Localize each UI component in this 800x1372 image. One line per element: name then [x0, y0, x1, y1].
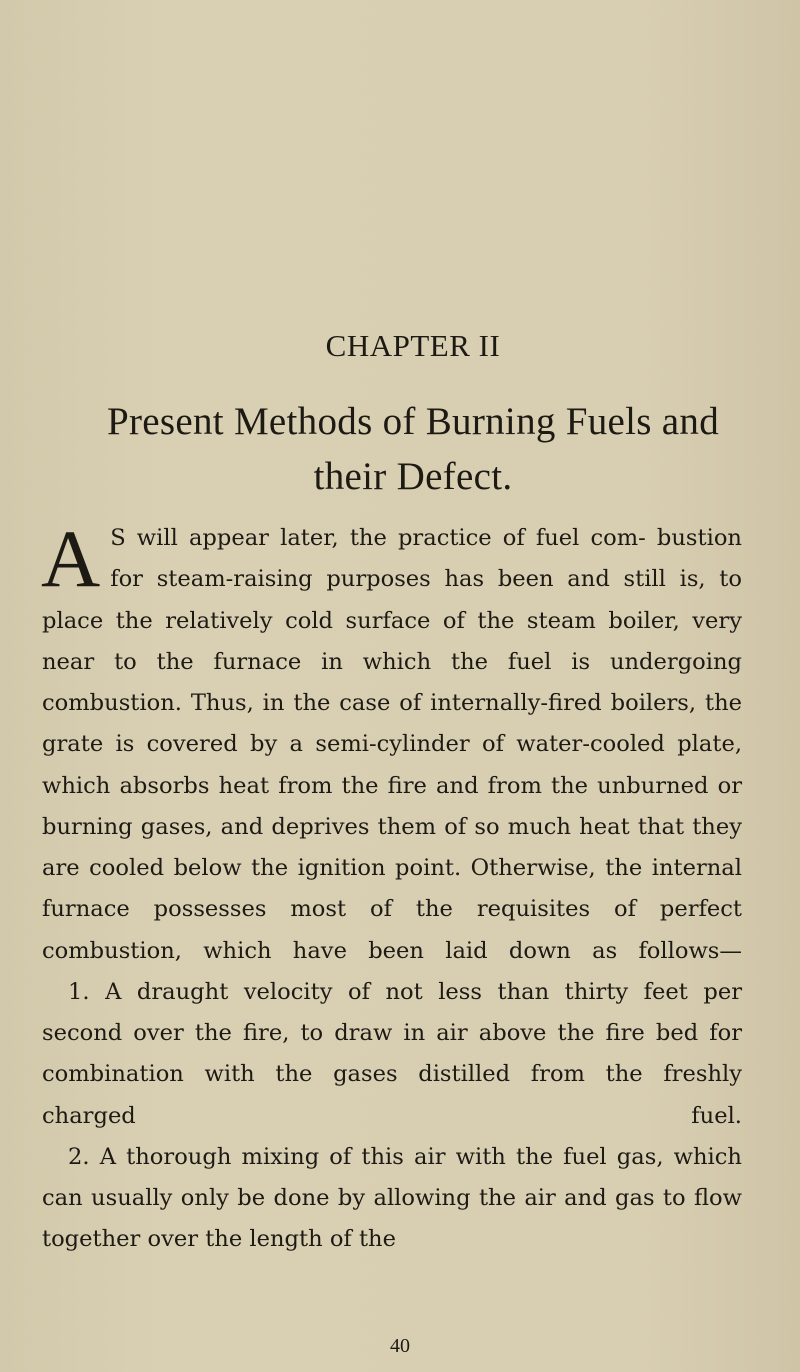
chapter-title-line-1: Present Methods of Burning Fuels and	[106, 400, 719, 443]
chapter-title	[40, 394, 786, 504]
paragraph-1	[41, 513, 742, 972]
chapter-heading: CHAPTER II	[325, 328, 501, 363]
paragraph-3: 2. A thorough mixing of this air with the fuel gas, which can usually only be done by allowing the air and gas to flow together over the length of the	[42, 1143, 742, 1253]
paragraph-1-text: S will appear later, the practice of fuel com- bustion for steam-raising purposes has been and still is, to place the relatively cold surface of the steam boiler, very near to the furnace in which the fuel is undergoing combustion. Thus, in the case of internally-fired boilers, the grate is covered by a semi-cylinder of water-cooled plate, which absorbs heat from the fire and from the unburned or burning gases, and deprives them of so much heat that they are cooled below the ignition point. Otherwise, the internal furnace possesses most of the requisites of perfect combustion, which have been laid down as follows—	[42, 525, 742, 964]
drop-cap: A	[41, 513, 101, 604]
page-number: 40	[390, 1335, 410, 1357]
chapter-title-line-2: their Defect.	[313, 455, 513, 498]
paragraph-2: 1. A draught velocity of not less than thirty feet per second over the fire, to draw in air above the fire bed for combination with the gases distilled from the freshly charged fuel.	[42, 978, 742, 1129]
body-text	[41, 513, 742, 1261]
